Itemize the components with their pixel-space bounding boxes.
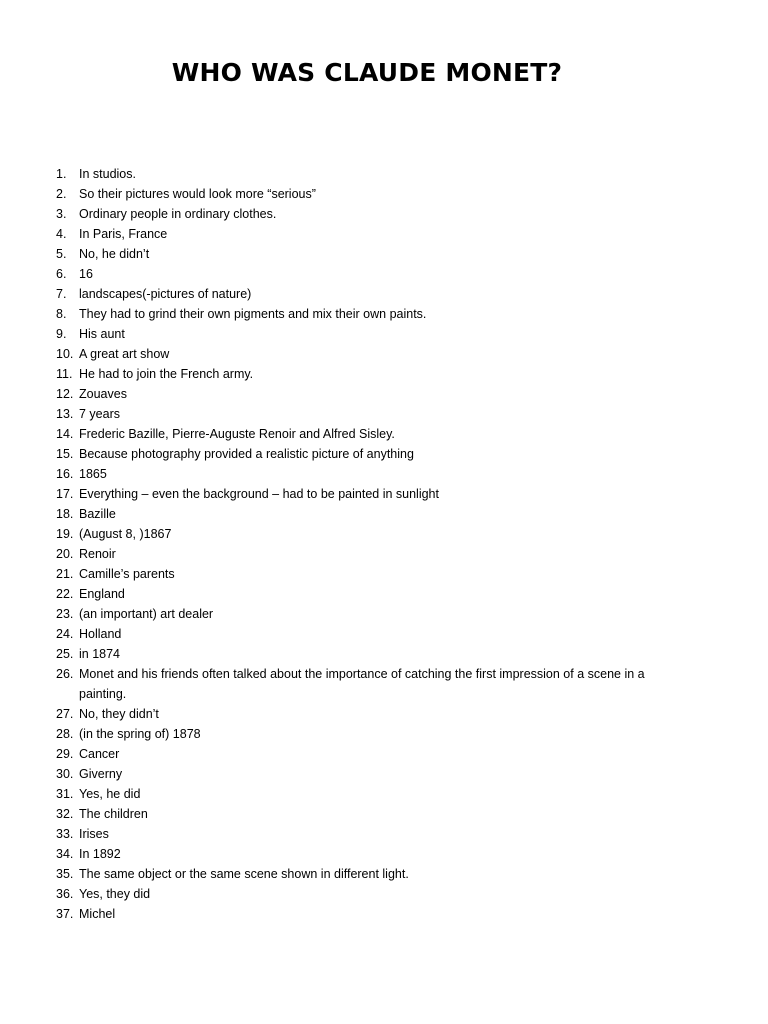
list-item-number: 26.	[56, 667, 74, 681]
list-item	[0, 704, 690, 724]
list-item	[0, 304, 690, 324]
list-item	[0, 164, 690, 184]
list-item-text: Zouaves	[79, 387, 127, 401]
list-item	[0, 344, 690, 364]
list-item-text: (August 8, )1867	[79, 527, 172, 541]
list-item-text: Irises	[79, 827, 109, 841]
list-item-text: 16	[79, 267, 93, 281]
list-item-number: 18.	[56, 507, 74, 521]
list-item	[0, 284, 690, 304]
list-item-text: 7 years	[79, 407, 120, 421]
list-item	[0, 764, 690, 784]
list-item-text: Cancer	[79, 747, 120, 761]
list-item	[0, 644, 690, 664]
list-item-text: Everything – even the background – had to be painted in sunlight	[79, 487, 439, 501]
page-title: WHO WAS CLAUDE MONET?	[171, 58, 563, 87]
list-item-text: No, he didn’t	[79, 247, 150, 261]
list-item-number: 6.	[56, 267, 67, 281]
list-item-number: 36.	[56, 887, 74, 901]
list-item-number: 11.	[56, 367, 73, 381]
list-item-text: They had to grind their own pigments and mix their own paints.	[79, 307, 427, 321]
list-item	[0, 524, 690, 544]
list-item-number: 9.	[56, 327, 67, 341]
list-item-number: 30.	[56, 767, 74, 781]
list-item-text: In 1892	[79, 847, 121, 861]
list-item-number: 15.	[56, 447, 74, 461]
list-item	[0, 504, 690, 524]
list-item-text: No, they didn’t	[79, 707, 159, 721]
list-item	[0, 844, 690, 864]
list-item-text: landscapes(-pictures of nature)	[79, 287, 252, 301]
list-item-text: He had to join the French army.	[79, 367, 254, 381]
list-item-text: in 1874	[79, 647, 121, 661]
list-item-number: 19.	[56, 527, 74, 541]
list-item	[0, 864, 690, 884]
list-item-text: Monet and his friends often talked about the importance of catching the first impression of a scene in a painting.	[79, 667, 645, 701]
list-item-text: Yes, he did	[79, 787, 141, 801]
list-item-text: The children	[79, 807, 148, 821]
list-item-number: 2.	[56, 187, 67, 201]
list-item	[0, 584, 690, 604]
list-item-number: 3.	[56, 207, 67, 221]
list-item-number: 25.	[56, 647, 74, 661]
list-item-number: 4.	[56, 227, 67, 241]
list-item-text: Michel	[79, 907, 116, 921]
list-item-text: In Paris, France	[79, 227, 168, 241]
list-item-text: Because photography provided a realistic picture of anything	[79, 447, 414, 461]
list-item-text: Giverny	[79, 767, 123, 781]
list-item-text: (in the spring of) 1878	[79, 727, 201, 741]
list-item-number: 22.	[56, 587, 74, 601]
list-item-text: In studios.	[79, 167, 136, 181]
list-item	[0, 804, 690, 824]
list-item-number: 1.	[56, 167, 67, 181]
list-item-number: 37.	[56, 907, 74, 921]
list-item-number: 8.	[56, 307, 67, 321]
list-item	[0, 264, 690, 284]
list-item	[0, 444, 690, 464]
list-item	[0, 664, 690, 704]
list-item	[0, 384, 690, 404]
list-item	[0, 724, 690, 744]
list-item	[0, 564, 690, 584]
list-item-number: 29.	[56, 747, 74, 761]
list-item-text: Frederic Bazille, Pierre-Auguste Renoir and Alfred Sisley.	[79, 427, 395, 441]
list-item	[0, 784, 690, 804]
list-item	[0, 484, 690, 504]
list-item-number: 10.	[56, 347, 74, 361]
list-item	[0, 824, 690, 844]
list-item-text: So their pictures would look more “serious”	[79, 187, 316, 201]
list-item	[0, 424, 690, 444]
list-item	[0, 184, 690, 204]
list-item-text: Holland	[79, 627, 122, 641]
list-item-number: 34.	[56, 847, 74, 861]
list-item-text: Camille’s parents	[79, 567, 175, 581]
list-item	[0, 464, 690, 484]
list-item-number: 23.	[56, 607, 74, 621]
list-item	[0, 204, 690, 224]
list-item-text: Yes, they did	[79, 887, 151, 901]
list-item-text: Bazille	[79, 507, 116, 521]
list-item-text: His aunt	[79, 327, 125, 341]
answer-list	[0, 164, 690, 924]
list-item-number: 35.	[56, 867, 74, 881]
list-item	[0, 544, 690, 564]
list-item	[0, 244, 690, 264]
list-item-text: A great art show	[79, 347, 170, 361]
list-item-number: 20.	[56, 547, 74, 561]
list-item-number: 33.	[56, 827, 74, 841]
list-item	[0, 624, 690, 644]
list-item	[0, 904, 690, 924]
list-item-text: Ordinary people in ordinary clothes.	[79, 207, 277, 221]
list-item-number: 28.	[56, 727, 74, 741]
list-item-text: England	[79, 587, 125, 601]
list-item	[0, 744, 690, 764]
list-item-text: Renoir	[79, 547, 116, 561]
list-item-number: 16.	[56, 467, 74, 481]
list-item-number: 21.	[56, 567, 74, 581]
list-item-text: 1865	[79, 467, 107, 481]
list-item	[0, 224, 690, 244]
list-item-number: 17.	[56, 487, 74, 501]
list-item-text: The same object or the same scene shown in different light.	[79, 867, 409, 881]
list-item-number: 12.	[56, 387, 74, 401]
list-item-text: (an important) art dealer	[79, 607, 214, 621]
list-item-number: 32.	[56, 807, 74, 821]
list-item	[0, 404, 690, 424]
list-item	[0, 604, 690, 624]
list-item-number: 7.	[56, 287, 67, 301]
list-item-number: 5.	[56, 247, 67, 261]
list-item-number: 13.	[56, 407, 74, 421]
list-item-number: 31.	[56, 787, 74, 801]
list-item	[0, 884, 690, 904]
list-item	[0, 364, 690, 384]
list-item-number: 14.	[56, 427, 74, 441]
list-item	[0, 324, 690, 344]
list-item-number: 24.	[56, 627, 74, 641]
list-item-number: 27.	[56, 707, 74, 721]
